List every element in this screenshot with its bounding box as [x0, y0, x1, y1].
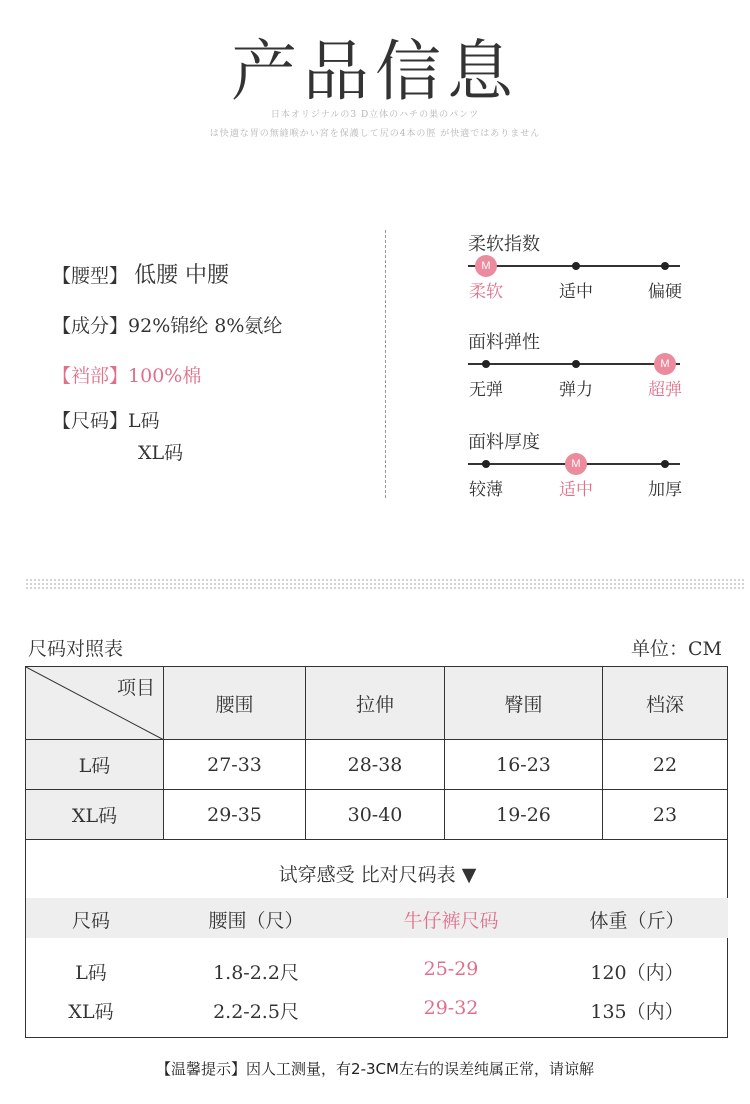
- scale-option-label: 偏硬: [648, 282, 682, 302]
- scale-marker-selected: M: [565, 453, 587, 475]
- subtitle-line-1: 日本オリジナルの3 D立体のハチの巣のパンツ: [270, 110, 480, 120]
- cell-value: 16-23: [445, 740, 603, 790]
- fit-col-weight: 体重（斤）: [589, 910, 685, 932]
- scale-dot: [661, 460, 669, 468]
- cell-value: 29-35: [164, 790, 306, 840]
- scale-dot: [482, 460, 490, 468]
- dotted-separator: [25, 578, 745, 590]
- fit-cell: 29-32: [423, 997, 479, 1019]
- size-chart-title: 尺码对照表: [28, 638, 124, 660]
- fit-compare-header: [26, 898, 728, 938]
- col-header-hip: 臀围: [445, 667, 603, 740]
- waist-type-row: [52, 258, 229, 289]
- scale-option-label: 弹力: [559, 380, 593, 400]
- fit-cell: 25-29: [423, 958, 479, 980]
- scale-option-label: 超弹: [648, 380, 682, 400]
- scale-dot: [572, 262, 580, 270]
- fit-compare-box: [25, 838, 728, 1038]
- scale-title: 面料弹性: [468, 332, 540, 353]
- scale-option-label: 适中: [559, 480, 593, 500]
- scale-marker-selected: M: [654, 353, 676, 375]
- row-size-l: L码: [26, 740, 164, 790]
- scale-option-label: 柔软: [469, 282, 503, 302]
- size-value-l: L码: [128, 410, 160, 432]
- fit-col-size: 尺码: [71, 910, 110, 932]
- scale-dot: [482, 360, 490, 368]
- table-corner-cell: [26, 667, 164, 740]
- cell-value: 28-38: [306, 740, 445, 790]
- cell-value: 30-40: [306, 790, 445, 840]
- footer-note: 【温馨提示】因人工测量，有2-3CM左右的误差纯属正常，请谅解: [156, 1060, 594, 1078]
- composition-value: 92%锦纶 8%氨纶: [128, 315, 283, 337]
- fit-cell: 1.8-2.2尺: [213, 962, 299, 984]
- divider-vertical: [385, 230, 386, 498]
- scale-marker-selected: M: [475, 255, 497, 277]
- cell-value: 27-33: [164, 740, 306, 790]
- waist-type-label: 【腰型】: [52, 265, 129, 287]
- table-header-row: [26, 667, 728, 740]
- cell-value: 23: [603, 790, 728, 840]
- cell-value: 22: [603, 740, 728, 790]
- fit-cell: L码: [75, 962, 107, 984]
- scale-option-label: 加厚: [648, 480, 682, 500]
- crotch-label: 【裆部】: [52, 365, 129, 387]
- scale-dot: [661, 262, 669, 270]
- size-value-xl: XL码: [138, 442, 184, 464]
- fit-cell: 120（内）: [590, 962, 684, 984]
- crotch-row: [52, 361, 201, 388]
- scale-option-label: 无弹: [469, 380, 503, 400]
- crotch-value: 100%棉: [128, 365, 202, 387]
- col-header-waist: 腰围: [164, 667, 306, 740]
- table-row: [26, 740, 728, 790]
- fit-cell: 135（内）: [590, 1001, 684, 1023]
- subtitle-line-2: は快適な胃の無縫喉かい宮を保護して尻の4本の脛 が快適ではありません: [209, 129, 541, 139]
- fit-cell: XL码: [68, 1001, 114, 1023]
- size-chart-unit: 单位：CM: [631, 638, 722, 660]
- scale-option-label: 适中: [559, 282, 593, 302]
- fit-compare-title: 试穿感受 比对尺码表 ▼: [278, 864, 477, 886]
- composition-row: [52, 311, 282, 338]
- col-header-rise: 档深: [603, 667, 728, 740]
- scale-dot: [572, 360, 580, 368]
- cell-value: 19-26: [445, 790, 603, 840]
- fit-col-jeans: 牛仔裤尺码: [403, 910, 499, 932]
- size-row: [52, 406, 160, 433]
- scale-title: 面料厚度: [468, 432, 540, 453]
- fit-col-waist: 腰围（尺）: [208, 910, 304, 932]
- scale-option-label: 较薄: [469, 480, 503, 500]
- table-row: [26, 790, 728, 840]
- col-header-stretch: 拉伸: [306, 667, 445, 740]
- fit-cell: 2.2-2.5尺: [213, 1001, 299, 1023]
- size-chart-table: [25, 666, 728, 840]
- waist-type-value: 低腰 中腰: [134, 263, 230, 288]
- composition-label: 【成分】: [52, 315, 129, 337]
- scale-title: 柔软指数: [468, 234, 540, 255]
- corner-label: 项目: [116, 677, 155, 699]
- size-label: 【尺码】: [52, 410, 129, 432]
- row-size-xl: XL码: [26, 790, 164, 840]
- page-title: 产品信息: [231, 33, 519, 110]
